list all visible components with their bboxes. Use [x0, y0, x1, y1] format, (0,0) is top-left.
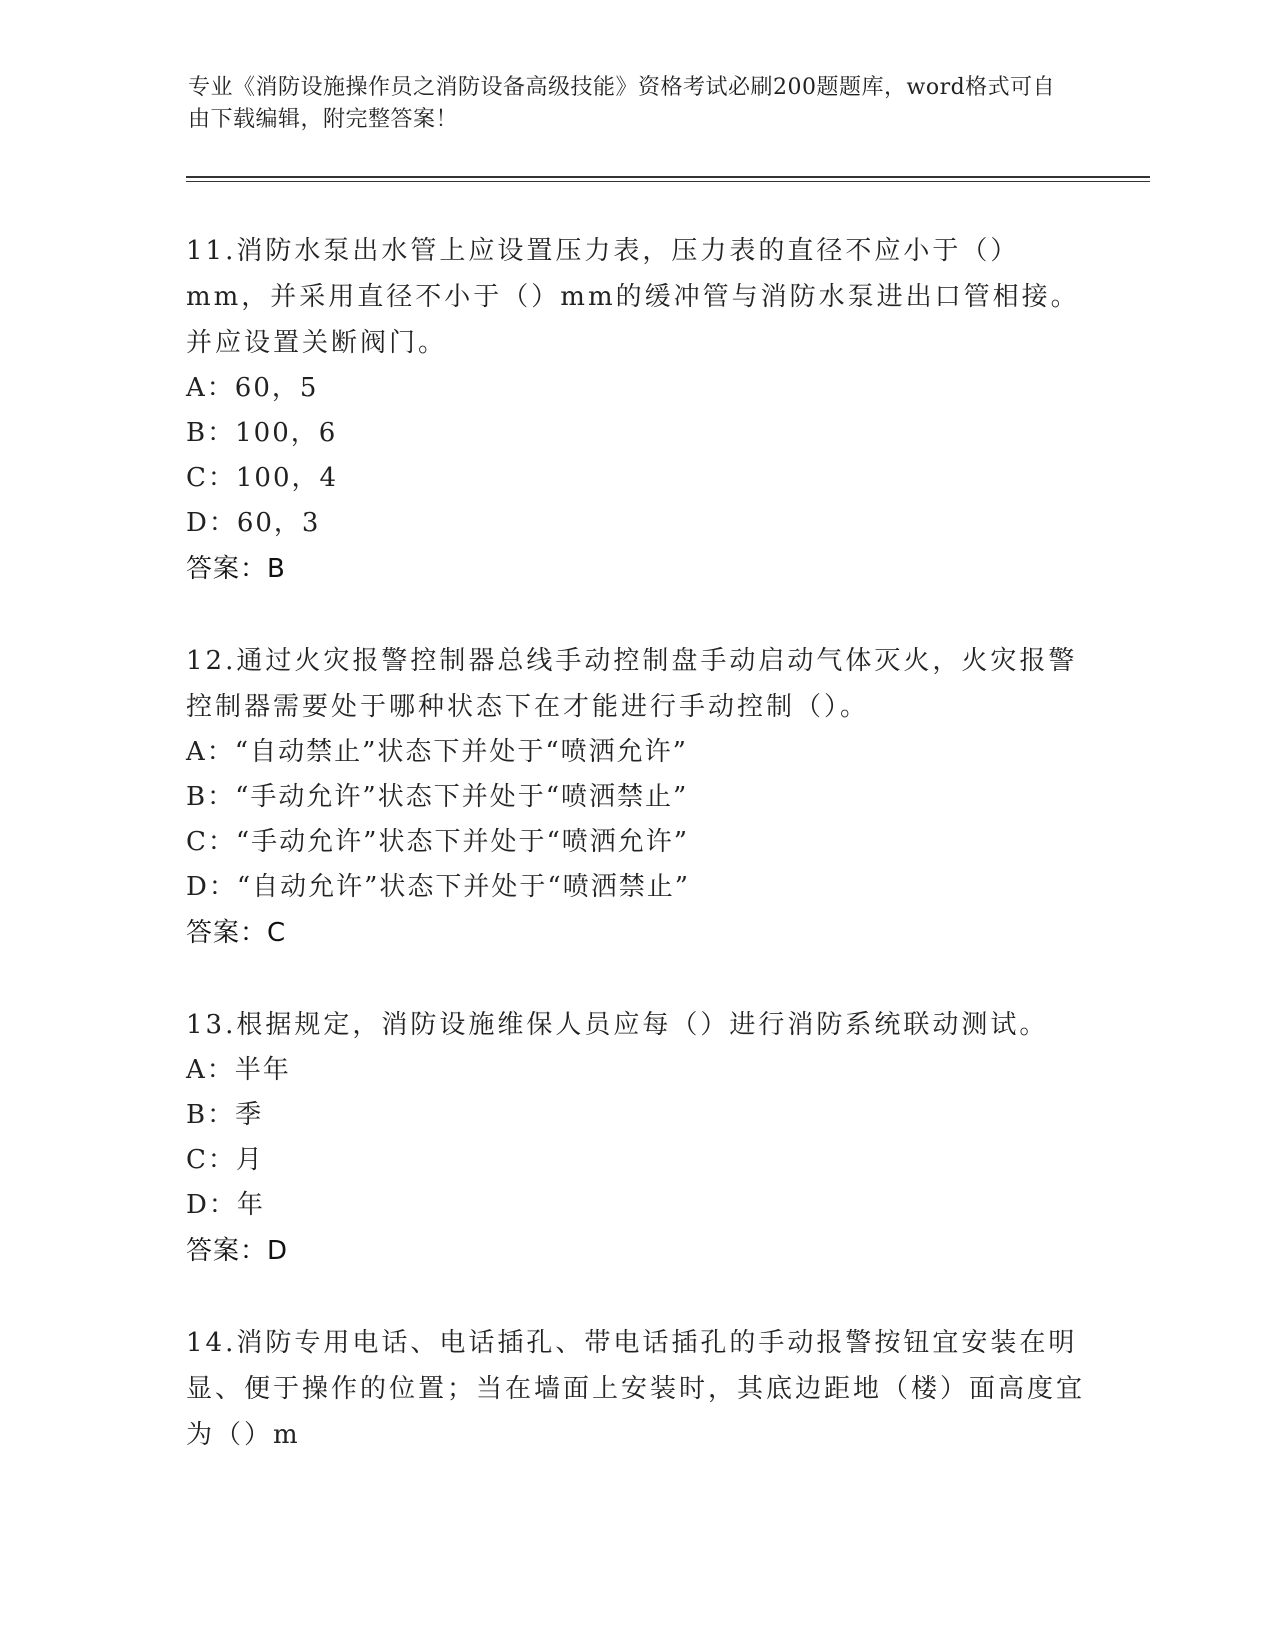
option-d: D：“自动允许”状态下并处于“喷洒禁止”	[186, 872, 691, 902]
question-stem: 11.消防水泵出水管上应设置压力表，压力表的直径不应小于（）mm，并采用直径不小于（）mm的缓冲管与消防水泵进出口管相接。并应设置关断阀门。	[186, 236, 1080, 358]
option-a: A：“自动禁止”状态下并处于“喷洒允许”	[186, 737, 688, 767]
option-d: D：60，3	[186, 508, 321, 538]
question-14	[186, 1320, 1086, 1458]
question-11	[186, 228, 1086, 592]
question-13	[186, 1002, 1086, 1274]
answer-label: 答案：C	[186, 918, 287, 948]
question-stem: 14.消防专用电话、电话插孔、带电话插孔的手动报警按钮宜安装在明显、便于操作的位置；当在墙面上安装时，其底边距地（楼）面高度宜为（）m	[186, 1328, 1086, 1450]
option-c: C：100，4	[186, 463, 339, 493]
option-b: B：100，6	[186, 418, 338, 448]
header-divider	[186, 176, 1150, 182]
option-d: D：年	[186, 1190, 265, 1220]
question-stem: 13.根据规定，消防设施维保人员应每（）进行消防系统联动测试。	[186, 1010, 1049, 1040]
option-a: A：60，5	[186, 373, 319, 403]
option-a: A：半年	[186, 1055, 291, 1085]
question-stem: 12.通过火灾报警控制器总线手动控制盘手动启动气体灭火，火灾报警控制器需要处于哪种状态下在才能进行手动控制（）。	[186, 646, 1078, 722]
option-c: C：月	[186, 1145, 264, 1175]
option-c: C：“手动允许”状态下并处于“喷洒允许”	[186, 827, 690, 857]
question-12	[186, 638, 1086, 956]
answer-label: 答案：B	[186, 554, 286, 584]
question-list	[186, 228, 1086, 1504]
option-b: B：季	[186, 1100, 264, 1130]
answer-label: 答案：D	[186, 1236, 289, 1266]
header-intro: 专业《消防设施操作员之消防设备高级技能》资格考试必刷200题题库，word格式可自由下载编辑，附完整答案！	[188, 75, 1056, 132]
option-b: B：“手动允许”状态下并处于“喷洒禁止”	[186, 782, 689, 812]
